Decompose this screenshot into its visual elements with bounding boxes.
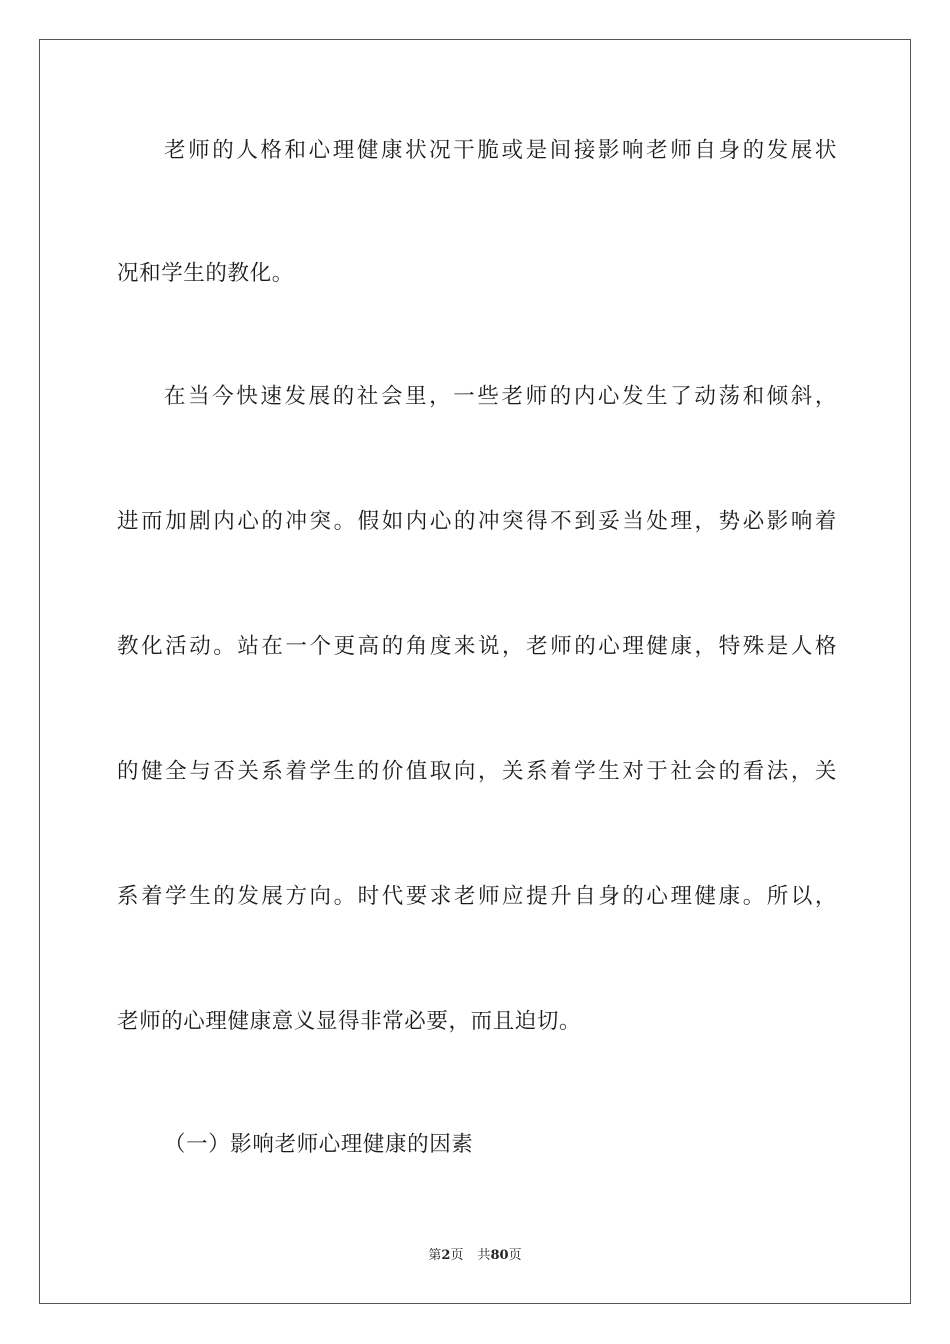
paragraph-1-line-1: 老师的人格和心理健康状况干脆或是间接影响老师自身的发展状	[164, 138, 837, 163]
section-heading: （一）影响老师心理健康的因素	[164, 1132, 474, 1157]
total-prefix: 共	[477, 1248, 491, 1263]
paragraph-2-line-1: 在当今快速发展的社会里，一些老师的内心发生了动荡和倾斜，	[164, 384, 837, 409]
paragraph-2-line-3: 教化活动。站在一个更高的角度来说，老师的心理健康，特殊是人格	[117, 634, 837, 659]
paragraph-2-line-2: 进而加剧内心的冲突。假如内心的冲突得不到妥当处理，势必影响着	[117, 509, 837, 534]
page-suffix: 页	[450, 1248, 464, 1263]
paragraph-2-line-4: 的健全与否关系着学生的价值取向，关系着学生对于社会的看法，关	[117, 759, 837, 784]
total-suffix: 页	[508, 1248, 522, 1263]
paragraph-1-line-2: 况和学生的教化。	[117, 261, 294, 286]
page-footer	[0, 1247, 950, 1265]
total-pages: 80	[490, 1248, 509, 1263]
page-border	[39, 39, 911, 1304]
page-number: 2	[441, 1248, 451, 1263]
paragraph-2-line-6: 老师的心理健康意义显得非常必要，而且迫切。	[117, 1009, 582, 1034]
page-prefix: 第	[428, 1248, 442, 1263]
paragraph-2-line-5: 系着学生的发展方向。时代要求老师应提升自身的心理健康。所以，	[117, 884, 837, 909]
